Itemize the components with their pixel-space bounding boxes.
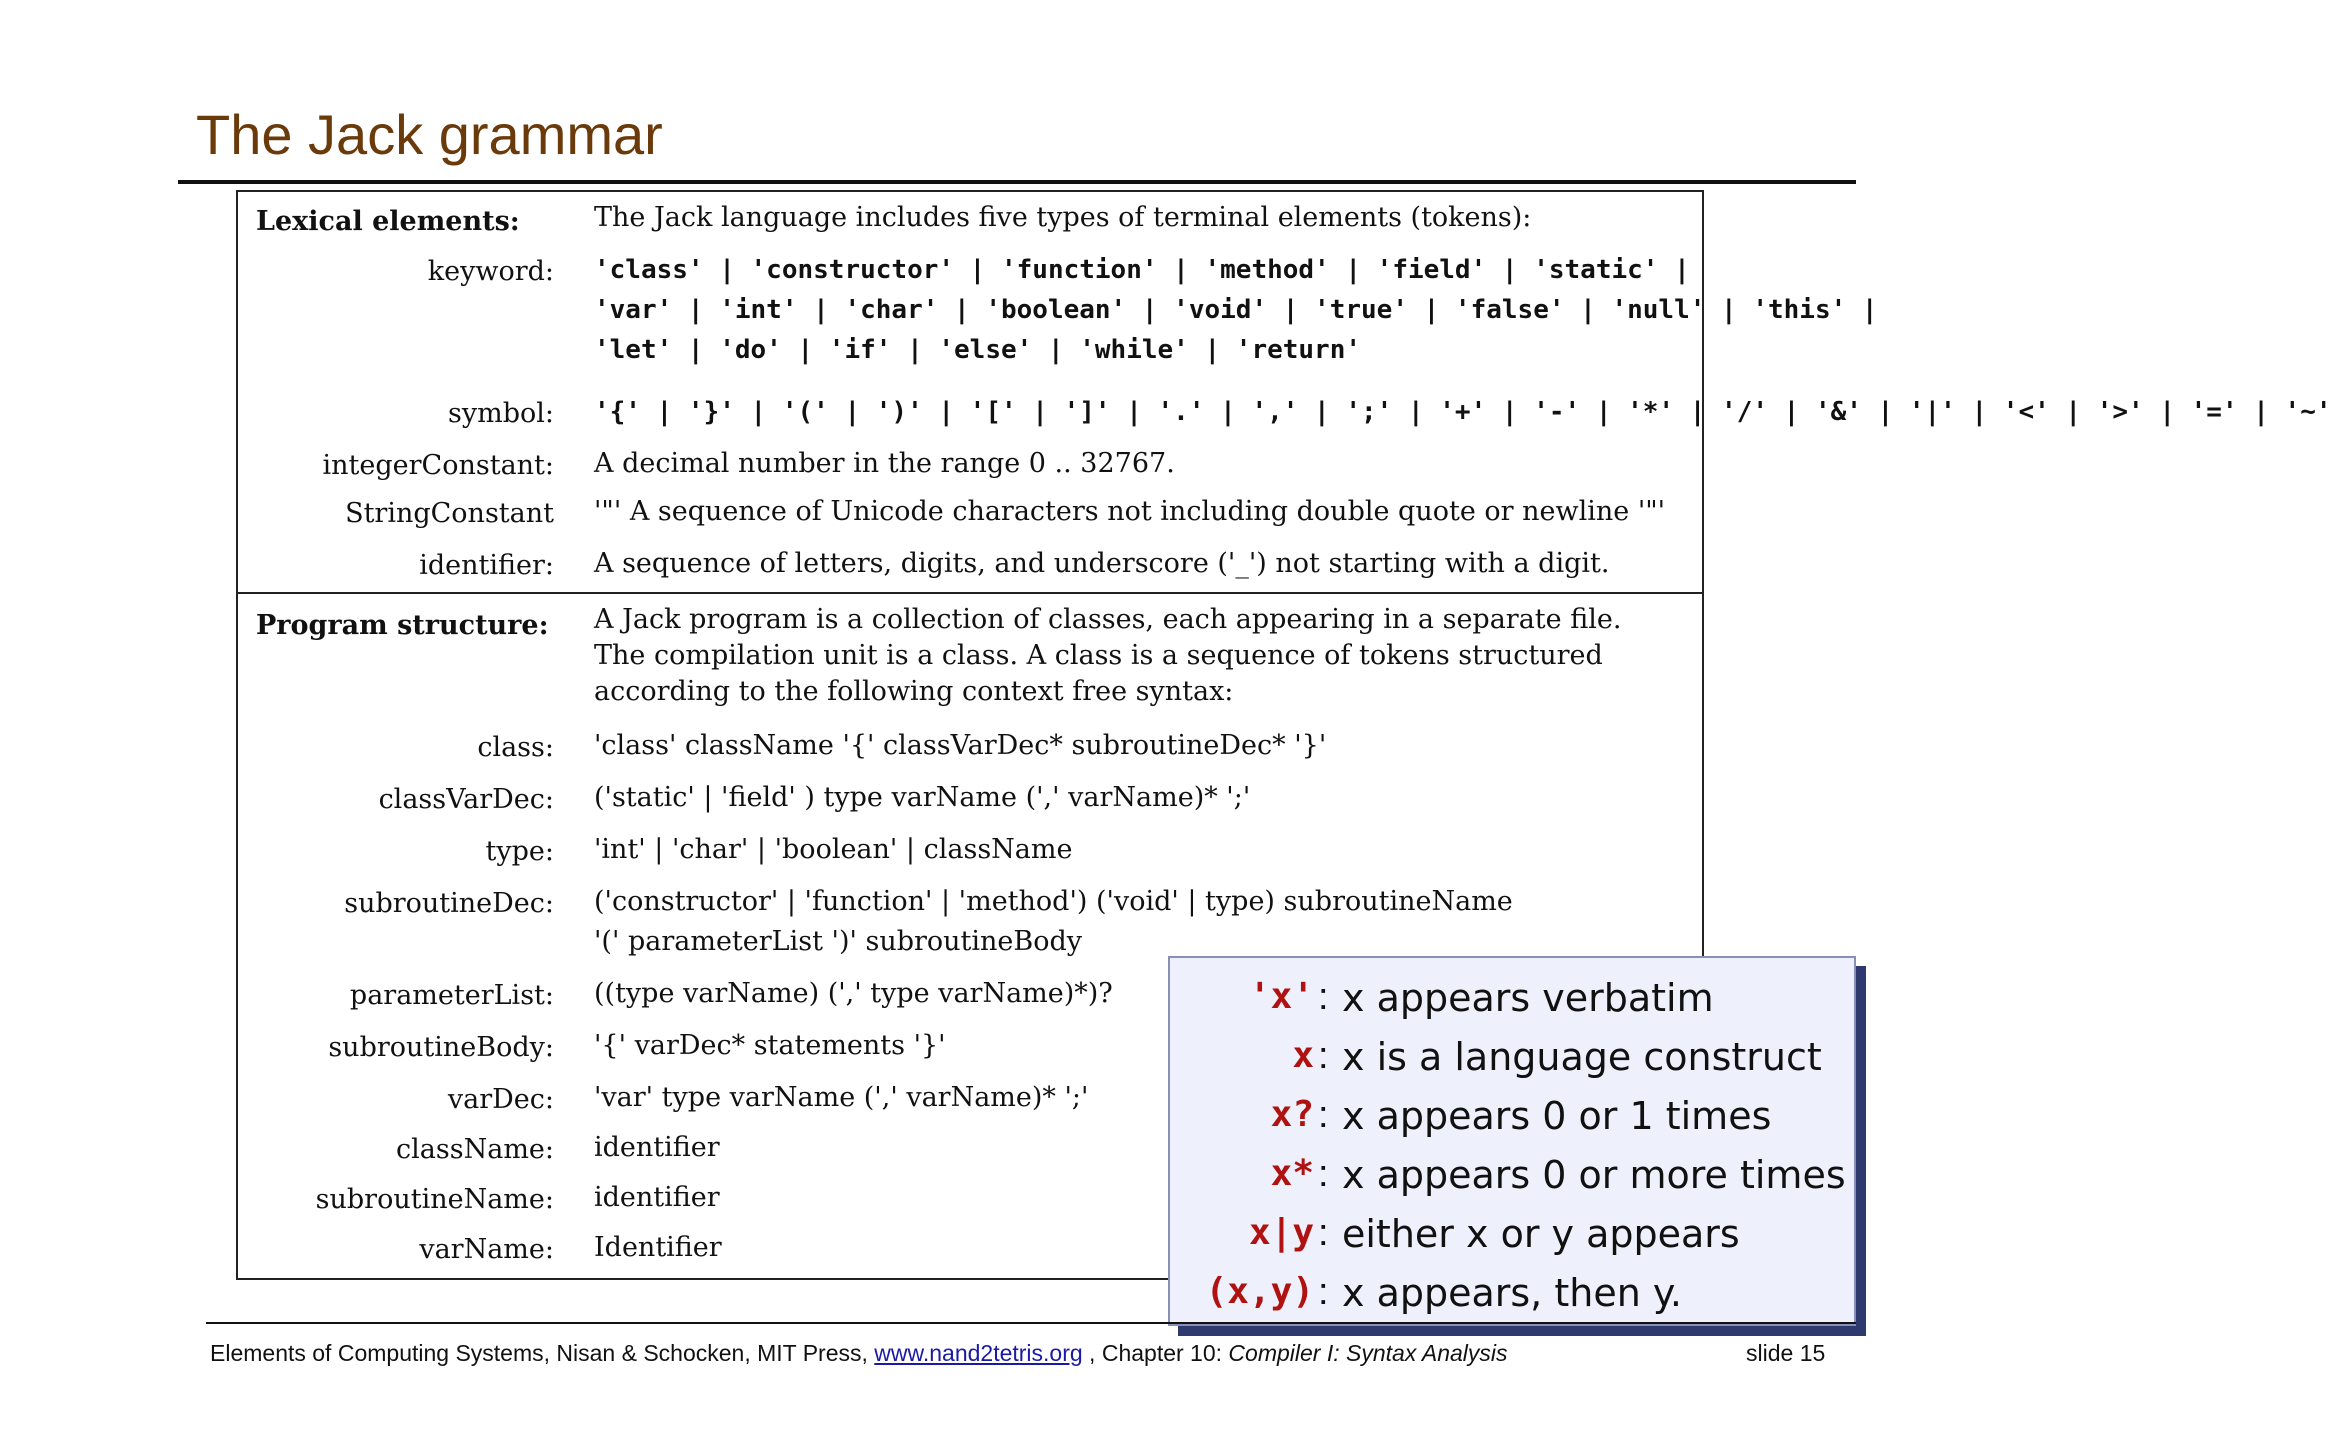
footer-rule	[206, 1322, 1856, 1324]
row-label-class: class:	[477, 732, 554, 763]
row-value-class: 'class' className '{' classVarDec* subroutineDec* '}'	[594, 730, 1327, 761]
row-value-string-constant: '"' A sequence of Unicode characters not including double quote or newline '"'	[594, 496, 1666, 527]
legend-row	[1170, 1153, 1854, 1211]
program-label: Program structure:	[256, 610, 549, 641]
legend-symbol: (x,y)	[1205, 1271, 1314, 1312]
legend-row	[1170, 1271, 1854, 1329]
row-label-subroutine-name: subroutineName:	[315, 1184, 554, 1215]
row-value-subroutine-body: '{' varDec* statements '}'	[594, 1030, 946, 1061]
program-intro-line-1: A Jack program is a collection of classes, each appearing in a separate file.	[594, 604, 1622, 635]
footer-middle: , Chapter 10:	[1082, 1340, 1229, 1366]
row-label-type: type:	[485, 836, 554, 867]
legend-row	[1170, 1094, 1854, 1152]
legend-symbol: x	[1292, 1035, 1314, 1076]
title-rule	[178, 180, 1856, 184]
keyword-line-2: 'var' | 'int' | 'char' | 'boolean' | 'void' | 'true' | 'false' | 'null' | 'this' |	[594, 295, 1878, 325]
row-value-keyword	[594, 250, 1878, 370]
row-value-parameter-list: ((type varName) (',' type varName)*)?	[594, 978, 1113, 1009]
row-value-var-dec: 'var' type varName (',' varName)* ';'	[594, 1082, 1089, 1113]
row-label-integer-constant: integerConstant:	[322, 450, 554, 481]
legend-colon: :	[1318, 1271, 1329, 1313]
row-label-class-name: className:	[396, 1134, 554, 1165]
row-value-type: 'int' | 'char' | 'boolean' | className	[594, 834, 1073, 865]
subroutine-dec-line-1: ('constructor' | 'function' | 'method') ('void' | type) subroutineName	[594, 886, 1513, 917]
notation-legend	[1168, 956, 1856, 1326]
footer-chapter: Compiler I: Syntax Analysis	[1228, 1340, 1508, 1366]
row-label-subroutine-body: subroutineBody:	[328, 1032, 554, 1063]
legend-description: x appears 0 or more times	[1342, 1153, 1846, 1197]
program-intro-line-2: The compilation unit is a class. A class is a sequence of tokens structured	[594, 640, 1603, 671]
row-value-integer-constant: A decimal number in the range 0 .. 32767.	[594, 448, 1175, 479]
legend-colon: :	[1318, 976, 1329, 1018]
legend-symbol: x*	[1270, 1153, 1314, 1194]
legend-symbol: x?	[1270, 1094, 1314, 1135]
row-value-identifier: A sequence of letters, digits, and underscore ('_') not starting with a digit.	[594, 548, 1610, 579]
row-value-class-var-dec: ('static' | 'field' ) type varName (',' varName)* ';'	[594, 782, 1251, 813]
legend-description: either x or y appears	[1342, 1212, 1740, 1256]
legend-row	[1170, 976, 1854, 1034]
lexical-intro: The Jack language includes five types of terminal elements (tokens):	[594, 202, 1532, 233]
slide-number: slide 15	[1746, 1340, 1826, 1366]
legend-colon: :	[1318, 1212, 1329, 1254]
row-label-symbol: symbol:	[448, 398, 554, 429]
row-value-subroutine-dec	[594, 882, 1513, 962]
keyword-line-3: 'let' | 'do' | 'if' | 'else' | 'while' | 'return'	[594, 335, 1362, 365]
row-label-var-name: varName:	[419, 1234, 554, 1265]
row-value-subroutine-name: identifier	[594, 1182, 720, 1213]
row-value-var-name: Identifier	[594, 1232, 722, 1263]
program-intro-line-3: according to the following context free syntax:	[594, 676, 1234, 707]
row-label-identifier: identifier:	[419, 550, 554, 581]
row-value-symbol: '{' | '}' | '(' | ')' | '[' | ']' | '.' | ',' | ';' | '+' | '-' | '*' | '/' | '&' | '|' | '<' | '>' | '=' | '~'	[594, 397, 2332, 427]
row-label-class-var-dec: classVarDec:	[378, 784, 554, 815]
legend-symbol: 'x'	[1248, 976, 1314, 1017]
row-label-var-dec: varDec:	[447, 1084, 554, 1115]
legend-row	[1170, 1212, 1854, 1270]
nand2tetris-link[interactable]: www.nand2tetris.org	[874, 1340, 1083, 1366]
legend-description: x appears, then y.	[1342, 1271, 1683, 1315]
keyword-line-1: 'class' | 'constructor' | 'function' | 'method' | 'field' | 'static' |	[594, 255, 1690, 285]
footer-prefix: Elements of Computing Systems, Nisan & Schocken, MIT Press,	[210, 1340, 875, 1366]
section-divider	[238, 592, 1702, 594]
legend-description: x is a language construct	[1342, 1035, 1822, 1079]
row-label-keyword: keyword:	[427, 256, 554, 287]
row-value-class-name: identifier	[594, 1132, 720, 1163]
row-label-string-constant: StringConstant	[345, 498, 554, 529]
lexical-label: Lexical elements:	[256, 206, 520, 237]
legend-description: x appears verbatim	[1342, 976, 1714, 1020]
legend-symbol: x|y	[1248, 1212, 1314, 1253]
legend-colon: :	[1318, 1094, 1329, 1136]
slide-title: The Jack grammar	[196, 103, 663, 166]
row-label-subroutine-dec: subroutineDec:	[344, 888, 554, 919]
row-label-parameter-list: parameterList:	[349, 980, 554, 1011]
legend-colon: :	[1318, 1035, 1329, 1077]
subroutine-dec-line-2: '(' parameterList ')' subroutineBody	[594, 926, 1083, 957]
footer-citation	[210, 1340, 1508, 1367]
legend-row	[1170, 1035, 1854, 1093]
legend-description: x appears 0 or 1 times	[1342, 1094, 1772, 1138]
program-intro	[594, 602, 1621, 710]
legend-colon: :	[1318, 1153, 1329, 1195]
